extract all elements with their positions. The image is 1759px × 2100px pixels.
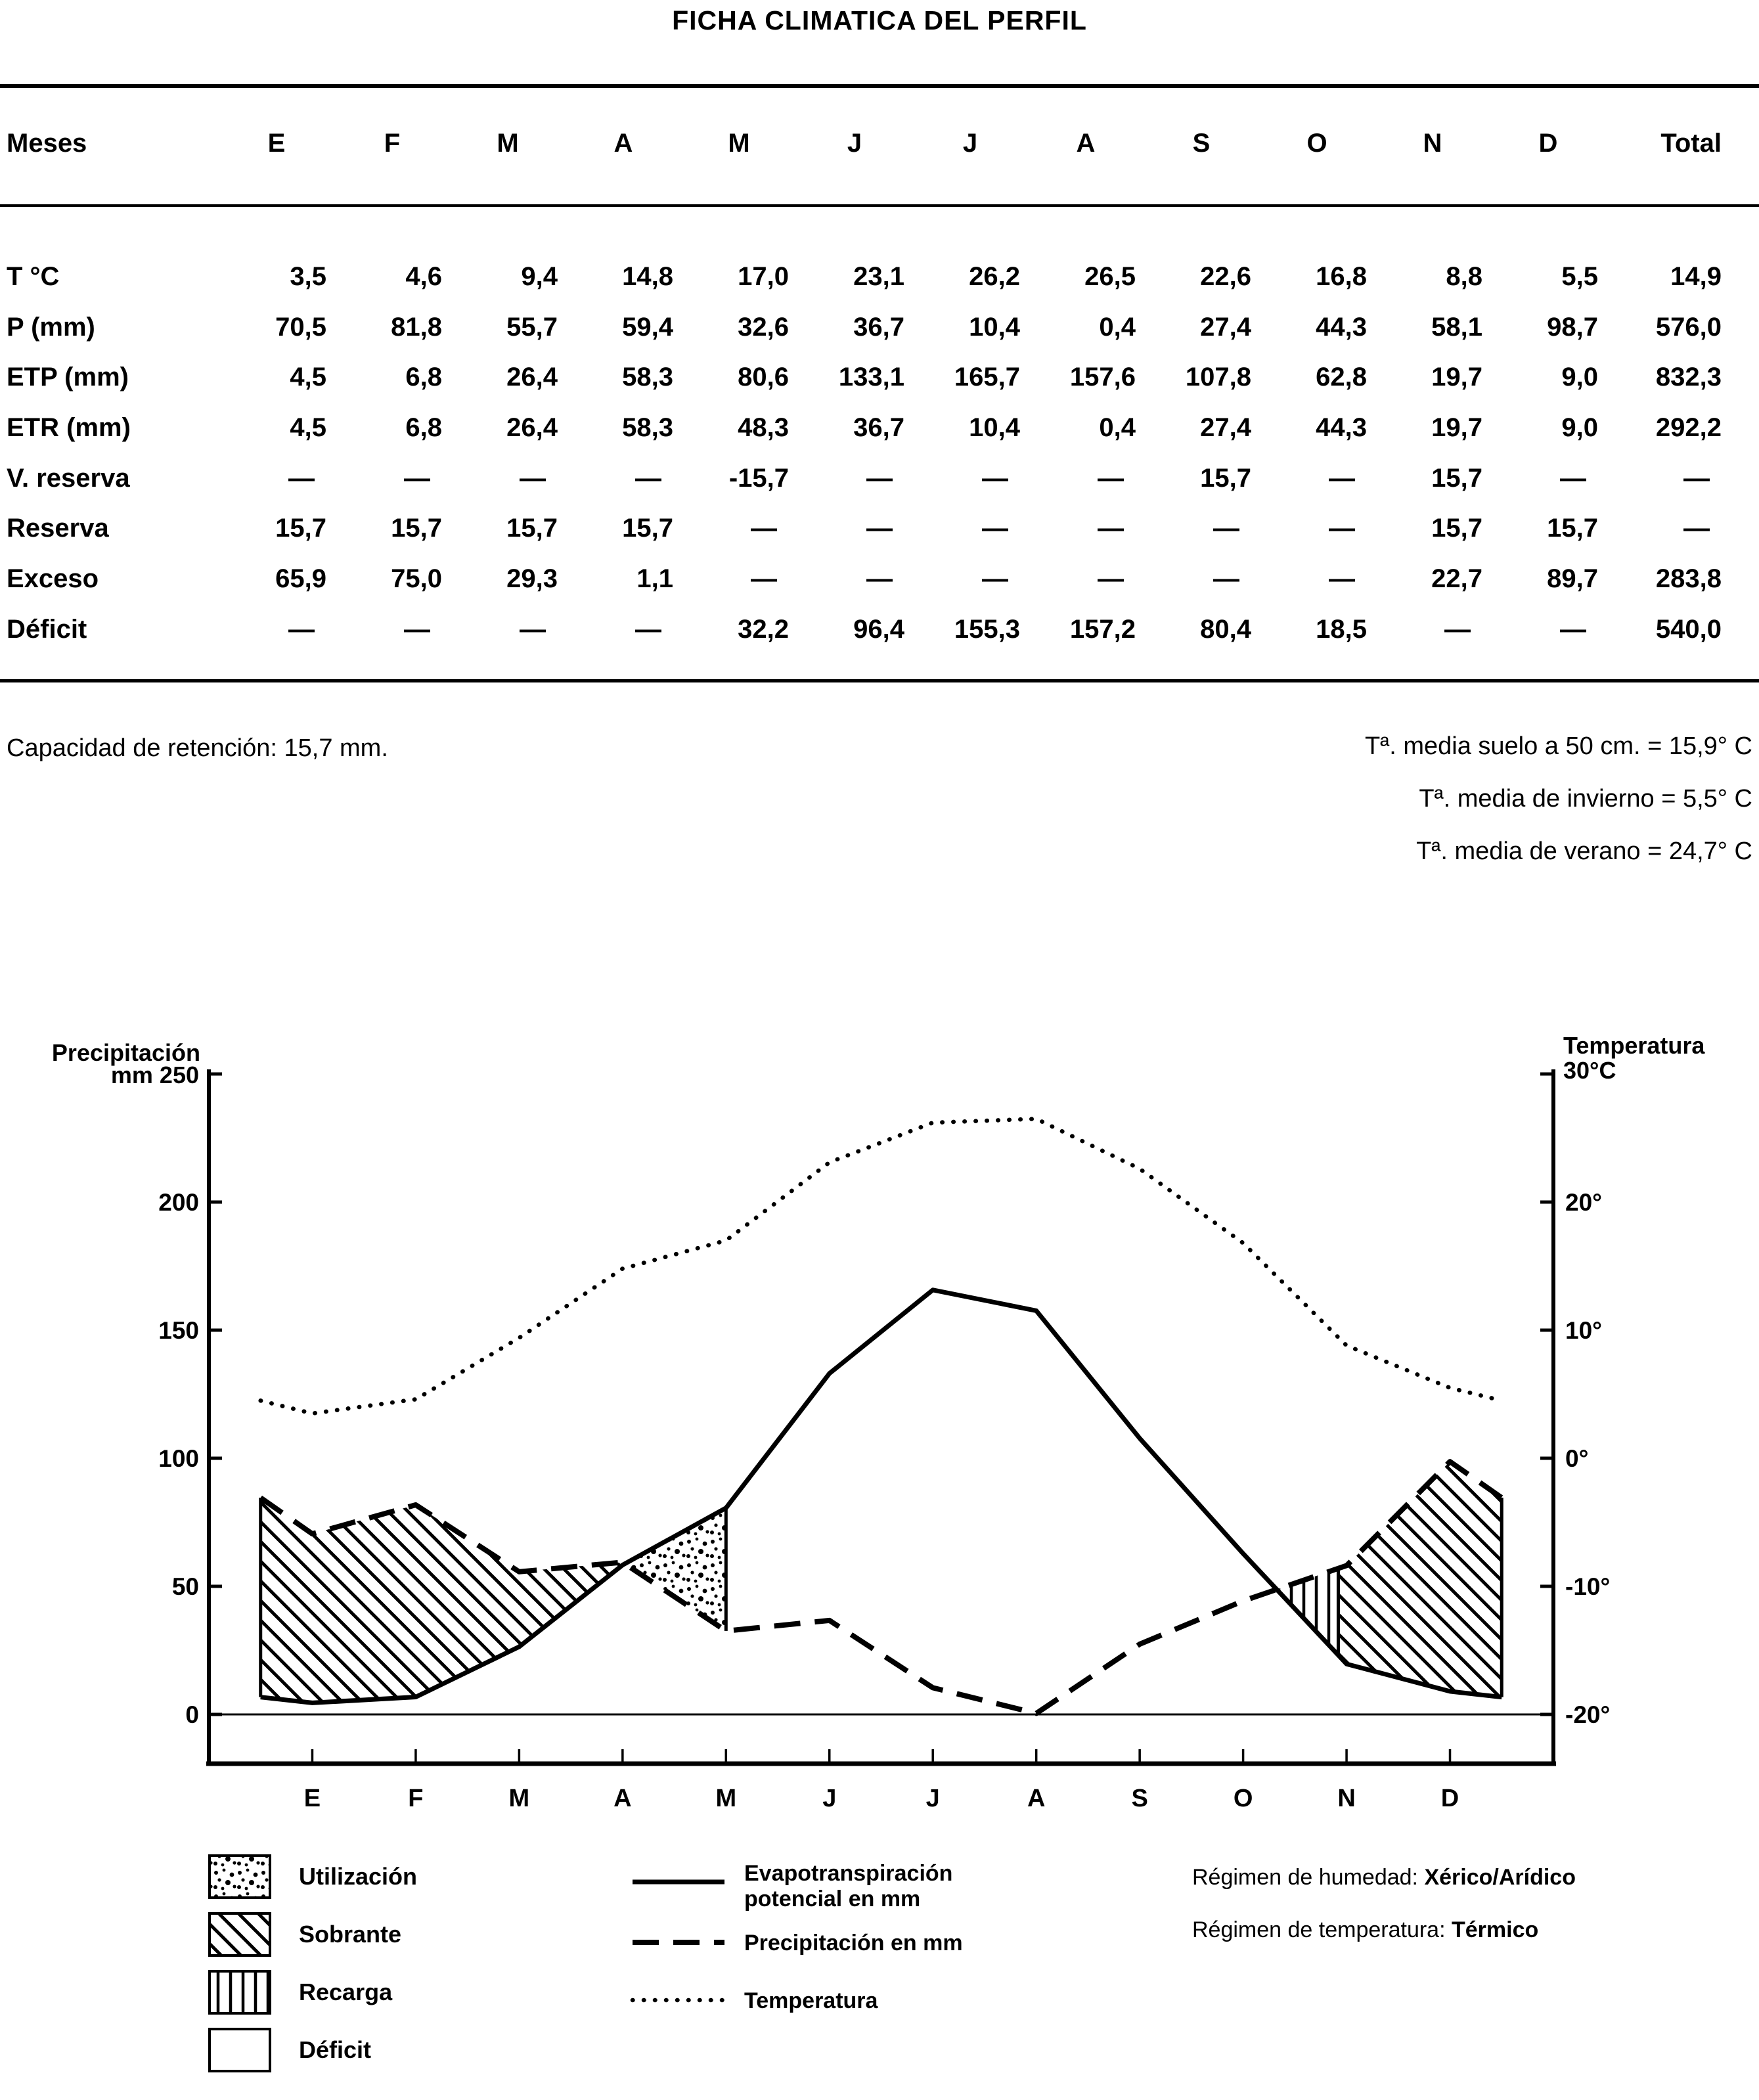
row-label: V. reserva bbox=[7, 463, 130, 493]
table-cell: 19,7 bbox=[1431, 413, 1482, 442]
legend-label-deficit: Déficit bbox=[299, 2036, 372, 2063]
table-cell: 16,8 bbox=[1316, 261, 1367, 291]
table-cell: 14,8 bbox=[622, 261, 673, 291]
table-cell: 6,8 bbox=[405, 363, 442, 392]
regime-humidity-label: Régimen de humedad: bbox=[1192, 1865, 1419, 1890]
table-cell: 19,7 bbox=[1431, 363, 1482, 392]
table-cell: 5,5 bbox=[1561, 261, 1598, 291]
table-cell: 70,5 bbox=[275, 312, 326, 342]
table-cell: 80,4 bbox=[1200, 614, 1251, 644]
area-utilizacion bbox=[625, 1508, 726, 1631]
table-cell: 26,5 bbox=[1084, 261, 1136, 291]
table-cell: 15,7 bbox=[506, 514, 558, 543]
table-cell: 26,4 bbox=[506, 413, 558, 442]
climograph-chart bbox=[0, 1012, 1759, 1839]
table-cell: 89,7 bbox=[1547, 564, 1598, 593]
table-cell: 48,3 bbox=[738, 413, 789, 442]
left-tick-label: 50 bbox=[171, 1573, 199, 1600]
table-cell: 75,0 bbox=[391, 564, 442, 593]
legend-swatch-deficit-icon bbox=[210, 2029, 270, 2071]
table-cell: 55,7 bbox=[506, 312, 558, 342]
right-tick-label: 10° bbox=[1565, 1317, 1602, 1344]
table-cell: 26,2 bbox=[969, 261, 1020, 291]
table-cell: -15,7 bbox=[728, 463, 789, 493]
table-cell: — bbox=[635, 614, 661, 644]
month-label-8: A bbox=[1027, 1785, 1046, 1812]
legend-label-etp-line1: Evapotranspiración bbox=[744, 1861, 953, 1886]
month-label-12: D bbox=[1440, 1785, 1459, 1812]
left-tick-label: 150 bbox=[158, 1317, 199, 1344]
table-cell: 0,4 bbox=[1099, 312, 1136, 342]
page-title: FICHA CLIMATICA DEL PERFIL bbox=[672, 5, 1087, 35]
month-label-7: J bbox=[925, 1785, 940, 1812]
table-cell: 8,8 bbox=[1446, 261, 1482, 291]
table-cell: 832,3 bbox=[1655, 363, 1722, 392]
table-cell: 32,2 bbox=[738, 614, 789, 644]
table-cell: 576,0 bbox=[1655, 312, 1722, 342]
horizontal-rule-under-table bbox=[0, 679, 1759, 682]
table-cell: 0,4 bbox=[1099, 413, 1136, 442]
area-sobrante-left bbox=[261, 1498, 625, 1703]
table-cell: 4,5 bbox=[290, 363, 326, 392]
table-cell: — bbox=[866, 514, 893, 543]
right-tick-label: 20° bbox=[1565, 1189, 1602, 1216]
table-cell: 17,0 bbox=[738, 261, 789, 291]
column-header-A-4: A bbox=[613, 129, 633, 158]
table-cell: 98,7 bbox=[1547, 312, 1598, 342]
table-cell: 36,7 bbox=[853, 312, 904, 342]
table-cell: 15,7 bbox=[1547, 514, 1598, 543]
note-summer-temp: Tª. media de verano = 24,7° C bbox=[1416, 838, 1752, 865]
table-cell: 58,3 bbox=[622, 363, 673, 392]
table-cell: 96,4 bbox=[853, 614, 904, 644]
column-header-S-9: S bbox=[1192, 129, 1211, 158]
table-cell: — bbox=[1213, 564, 1239, 593]
retention-capacity-note: Capacidad de retención: 15,7 mm. bbox=[7, 734, 388, 762]
table-cell: — bbox=[404, 463, 430, 493]
row-label: Exceso bbox=[7, 564, 99, 593]
column-header-F-2: F bbox=[384, 129, 401, 158]
table-cell: 292,2 bbox=[1655, 413, 1722, 442]
table-cell: 9,4 bbox=[521, 261, 558, 291]
table-cell: 26,4 bbox=[506, 363, 558, 392]
climate-table-header bbox=[5, 129, 1729, 158]
left-axis-title-units: mm 250 bbox=[110, 1061, 199, 1088]
legend-label-precipitacion: Precipitación en mm bbox=[744, 1931, 963, 1955]
table-cell: 81,8 bbox=[391, 312, 442, 342]
table-cell: 165,7 bbox=[954, 363, 1020, 392]
legend-label-etp bbox=[744, 1861, 952, 1912]
row-label: Déficit bbox=[7, 614, 87, 644]
right-tick-label: 0° bbox=[1565, 1445, 1589, 1472]
table-cell: 22,6 bbox=[1200, 261, 1251, 291]
table-cell: — bbox=[866, 463, 893, 493]
column-header-M-5: M bbox=[728, 129, 750, 158]
table-cell: 4,6 bbox=[405, 261, 442, 291]
column-header-E-1: E bbox=[267, 129, 286, 158]
table-cell: — bbox=[1329, 564, 1355, 593]
table-cell: — bbox=[982, 564, 1008, 593]
legend-swatch-recarga-icon bbox=[210, 1971, 270, 2013]
table-cell: — bbox=[1213, 514, 1239, 543]
table-cell: 15,7 bbox=[1200, 463, 1251, 493]
table-cell: 32,6 bbox=[738, 312, 789, 342]
table-cell: — bbox=[1444, 614, 1471, 644]
temperature-curve bbox=[261, 1119, 1502, 1414]
right-tick-label: -10° bbox=[1565, 1573, 1611, 1600]
table-cell: — bbox=[1329, 514, 1355, 543]
table-cell: 157,6 bbox=[1069, 363, 1136, 392]
table-cell: 3,5 bbox=[290, 261, 326, 291]
table-cell: — bbox=[1683, 463, 1710, 493]
table-cell: 22,7 bbox=[1431, 564, 1482, 593]
climate-table-body bbox=[5, 252, 1729, 655]
table-cell: — bbox=[1098, 564, 1124, 593]
regime-temperature-label: Régimen de temperatura: bbox=[1192, 1917, 1446, 1942]
table-cell: 14,9 bbox=[1670, 261, 1722, 291]
table-cell: 58,1 bbox=[1431, 312, 1482, 342]
table-cell: 18,5 bbox=[1316, 614, 1367, 644]
legend-label-etp-line2: potencial en mm bbox=[744, 1887, 921, 1911]
month-label-2: F bbox=[408, 1785, 424, 1812]
table-cell: 10,4 bbox=[969, 312, 1020, 342]
table-cell: — bbox=[1560, 614, 1586, 644]
table-cell: 15,7 bbox=[1431, 463, 1482, 493]
table-cell: 6,8 bbox=[405, 413, 442, 442]
table-cell: — bbox=[635, 463, 661, 493]
table-cell: 44,3 bbox=[1316, 312, 1367, 342]
table-cell: — bbox=[520, 614, 546, 644]
month-label-3: M bbox=[508, 1785, 530, 1812]
column-header-meses: Meses bbox=[7, 129, 87, 158]
table-cell: 15,7 bbox=[275, 514, 326, 543]
table-cell: 44,3 bbox=[1316, 413, 1367, 442]
soil-temperature-notes bbox=[1365, 720, 1752, 878]
horizontal-rule-top bbox=[0, 84, 1759, 88]
left-tick-label: 100 bbox=[158, 1445, 199, 1472]
horizontal-rule-under-header bbox=[0, 204, 1759, 207]
right-axis-title: Temperatura bbox=[1563, 1032, 1705, 1059]
right-axis-title-units: 30°C bbox=[1563, 1057, 1616, 1084]
column-header-O-10: O bbox=[1306, 129, 1327, 158]
regime-humidity bbox=[1192, 1865, 1576, 1890]
table-cell: 36,7 bbox=[853, 413, 904, 442]
month-label-11: N bbox=[1337, 1785, 1356, 1812]
table-cell: 29,3 bbox=[506, 564, 558, 593]
table-cell: — bbox=[751, 564, 777, 593]
table-cell: 59,4 bbox=[622, 312, 673, 342]
table-cell: — bbox=[1560, 463, 1586, 493]
table-cell: — bbox=[404, 614, 430, 644]
regime-temperature bbox=[1192, 1917, 1538, 1943]
column-header-J-6: J bbox=[847, 129, 862, 158]
table-cell: — bbox=[1098, 463, 1124, 493]
legend-label-temperatura: Temperatura bbox=[744, 1988, 878, 2013]
table-cell: — bbox=[1683, 514, 1710, 543]
table-cell: 65,9 bbox=[275, 564, 326, 593]
table-cell: 23,1 bbox=[853, 261, 904, 291]
table-cell: 27,4 bbox=[1200, 312, 1251, 342]
table-cell: 540,0 bbox=[1655, 614, 1722, 644]
table-cell: — bbox=[982, 514, 1008, 543]
month-label-6: J bbox=[822, 1785, 837, 1812]
month-label-1: E bbox=[303, 1785, 321, 1812]
table-cell: 58,3 bbox=[622, 413, 673, 442]
column-header-A-8: A bbox=[1076, 129, 1096, 158]
table-cell: 9,0 bbox=[1561, 363, 1598, 392]
month-label-4: A bbox=[613, 1785, 632, 1812]
table-cell: 15,7 bbox=[391, 514, 442, 543]
month-label-10: O bbox=[1233, 1785, 1253, 1812]
table-cell: 107,8 bbox=[1185, 363, 1251, 392]
row-label: P (mm) bbox=[7, 312, 95, 342]
table-cell: — bbox=[288, 614, 315, 644]
table-cell: 15,7 bbox=[1431, 514, 1482, 543]
table-cell: — bbox=[866, 564, 893, 593]
table-cell: — bbox=[1329, 463, 1355, 493]
regime-humidity-value: Xérico/Arídico bbox=[1424, 1865, 1576, 1890]
table-cell: — bbox=[982, 463, 1008, 493]
table-cell: — bbox=[1098, 514, 1124, 543]
row-label: ETR (mm) bbox=[7, 413, 131, 442]
note-winter-temp: Tª. media de invierno = 5,5° C bbox=[1419, 785, 1752, 813]
table-cell: 9,0 bbox=[1561, 413, 1598, 442]
table-cell: 155,3 bbox=[954, 614, 1020, 644]
legend-swatch-sobrante-icon bbox=[210, 1913, 270, 1955]
row-label: Reserva bbox=[7, 514, 109, 543]
column-header-J-7: J bbox=[962, 129, 978, 158]
column-header-total: Total bbox=[1660, 129, 1722, 158]
right-tick-label: -20° bbox=[1565, 1701, 1611, 1728]
legend-label-utilizacion: Utilización bbox=[299, 1863, 418, 1890]
left-tick-label: 0 bbox=[185, 1701, 199, 1728]
table-cell: 15,7 bbox=[622, 514, 673, 543]
note-soil-temp: Tª. media suelo a 50 cm. = 15,9° C bbox=[1364, 732, 1752, 760]
table-cell: 27,4 bbox=[1200, 413, 1251, 442]
month-label-5: M bbox=[715, 1785, 737, 1812]
column-header-D-12: D bbox=[1538, 129, 1558, 158]
left-tick-label: 200 bbox=[158, 1189, 199, 1216]
row-label: T °C bbox=[7, 261, 60, 291]
table-cell: — bbox=[288, 463, 315, 493]
legend-label-sobrante: Sobrante bbox=[299, 1921, 402, 1948]
table-cell: 10,4 bbox=[969, 413, 1020, 442]
legend-label-recarga: Recarga bbox=[299, 1978, 393, 2005]
regime-temperature-value: Térmico bbox=[1452, 1917, 1539, 1942]
month-label-9: S bbox=[1131, 1785, 1148, 1812]
table-cell: 80,6 bbox=[738, 363, 789, 392]
table-cell: 133,1 bbox=[838, 363, 904, 392]
table-cell: 157,2 bbox=[1069, 614, 1136, 644]
left-axis-title: Precipitación bbox=[51, 1039, 200, 1066]
column-header-N-11: N bbox=[1423, 129, 1442, 158]
table-cell: 1,1 bbox=[636, 564, 673, 593]
table-cell: 62,8 bbox=[1316, 363, 1367, 392]
table-cell: — bbox=[751, 514, 777, 543]
table-cell: — bbox=[520, 463, 546, 493]
table-cell: 283,8 bbox=[1655, 564, 1722, 593]
column-header-M-3: M bbox=[497, 129, 519, 158]
legend-swatch-utilizacion-icon bbox=[210, 1856, 270, 1898]
table-cell: 4,5 bbox=[290, 413, 326, 442]
area-sobrante-right bbox=[1339, 1462, 1502, 1697]
row-label: ETP (mm) bbox=[7, 363, 129, 392]
